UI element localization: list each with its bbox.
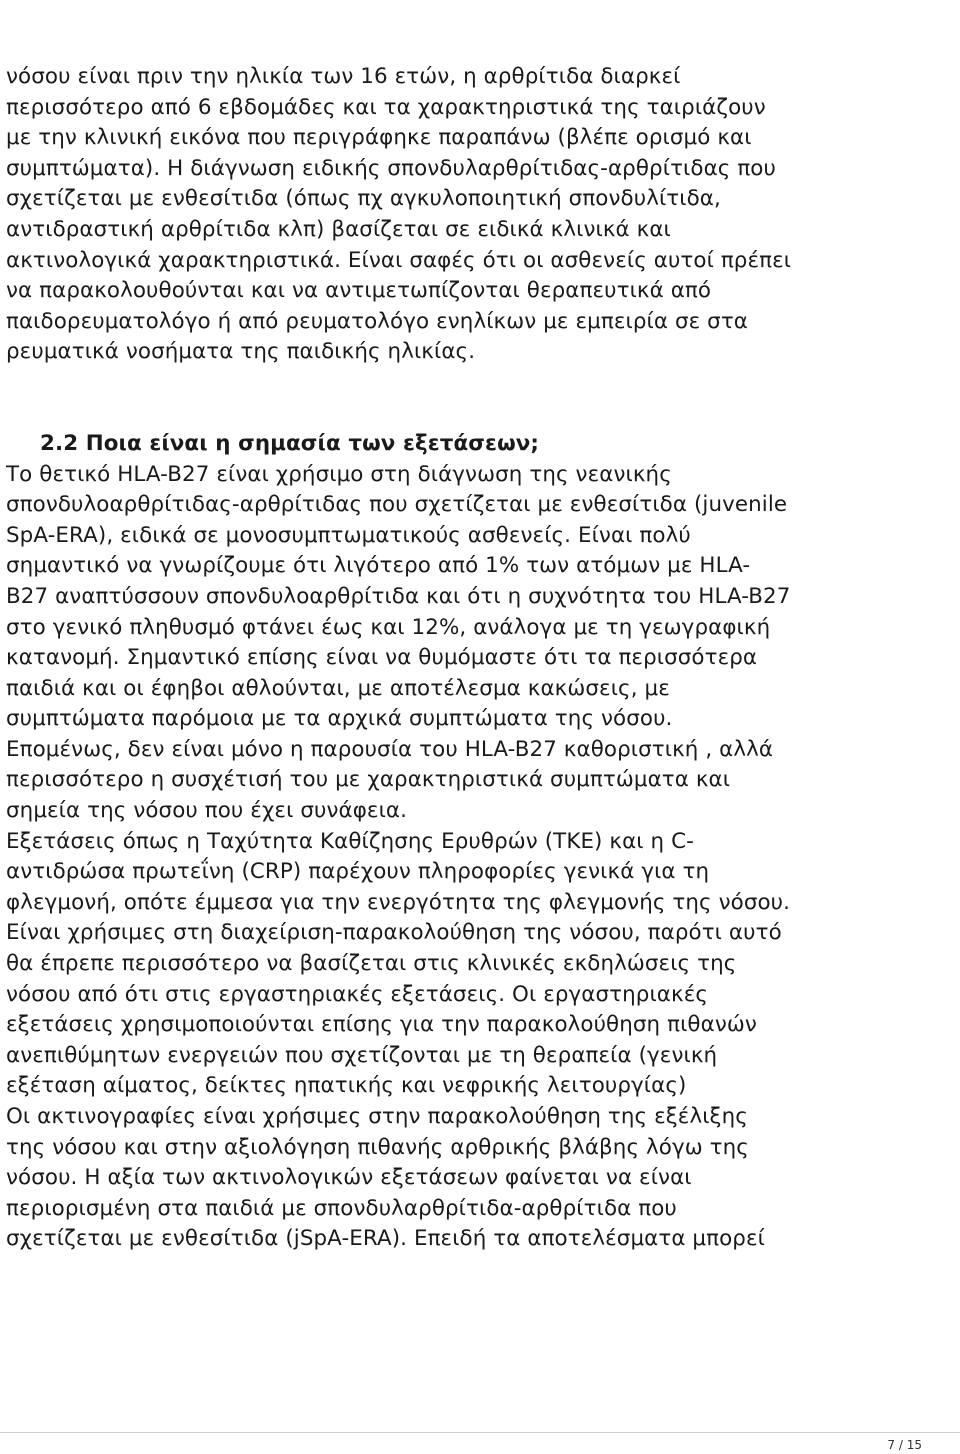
text-line: σχετίζεται με ενθεσίτιδα (όπως πχ αγκυλοποιητική σπονδυλίτιδα, bbox=[6, 186, 721, 212]
paragraph-lab-tests bbox=[6, 827, 954, 1102]
text-line: στο γενικό πληθυσμό φτάνει έως και 12%, ανάλογα με τη γεωγραφική bbox=[6, 614, 771, 640]
text-line: σημεία της νόσου που έχει συνάφεια. bbox=[6, 798, 408, 824]
text-line: να παρακολουθούνται και να αντιμετωπίζονται θεραπευτικά από bbox=[6, 278, 712, 304]
text-line: περισσότερο από 6 εβδομάδες και τα χαρακτηριστικά της ταιριάζουν bbox=[6, 94, 766, 120]
text-line: Οι ακτινογραφίες είναι χρήσιμες στην παρακολούθηση της εξέλιξης bbox=[6, 1104, 748, 1129]
text-line: εξέταση αίματος, δείκτες ηπατικής και νεφρικής λειτουργίας) bbox=[6, 1073, 687, 1099]
text-line: B27 αναπτύσσουν σπονδυλοαρθρίτιδα και ότι η συχνότητα του HLA-B27 bbox=[6, 583, 791, 609]
paragraph-x-rays bbox=[6, 1102, 954, 1255]
text-line: Το θετικό HLA-B27 είναι χρήσιμο στη διάγνωση της νεανικής bbox=[6, 461, 672, 487]
paragraph-hla-b27 bbox=[6, 460, 954, 735]
text-line: κατανομή. Σημαντικό επίσης είναι να θυμόμαστε ότι τα περισσότερα bbox=[6, 645, 758, 671]
text-line: φλεγμονή, οπότε έμμεσα για την ενεργότητα της φλεγμονής της νόσου. bbox=[6, 889, 791, 915]
text-line: της νόσου και στην αξιολόγηση πιθανής αρθρικής βλάβης λόγω της bbox=[6, 1134, 749, 1160]
text-line: νόσου είναι πριν την ηλικία των 16 ετών, η αρθρίτιδα διαρκεί bbox=[6, 64, 681, 89]
text-line: ανεπιθύμητων ενεργειών που σχετίζονται με τη θεραπεία (γενική bbox=[6, 1042, 718, 1068]
text-line: Εξετάσεις όπως η Ταχύτητα Καθίζησης Ερυθρών (ΤΚΕ) και η C- bbox=[6, 828, 694, 854]
text-line: εξετάσεις χρησιμοποιούνται επίσης για την παρακολούθηση πιθανών bbox=[6, 1012, 757, 1038]
text-line: σπονδυλοαρθρίτιδας-αρθρίτιδας που σχετίζεται με ενθεσίτιδα (juvenile bbox=[6, 492, 788, 518]
text-line: αντιδρώσα πρωτεΐνη (CRP) παρέχουν πληροφορίες γενικά για τη bbox=[6, 859, 710, 885]
section-heading: 2.2 Ποια είναι η σημασία των εξετάσεων; bbox=[40, 430, 540, 456]
footer-divider bbox=[0, 1432, 960, 1433]
paragraph-therefore bbox=[6, 735, 954, 827]
text-line: ακτινολογικά χαρακτηριστικά. Είναι σαφές ότι οι ασθενείς αυτοί πρέπει bbox=[6, 247, 792, 273]
text-line: Επομένως, δεν είναι μόνο η παρουσία του HLA-B27 καθοριστική , αλλά bbox=[6, 736, 774, 762]
text-line: περισσότερο η συσχέτισή του με χαρακτηριστικά συμπτώματα και bbox=[6, 767, 731, 793]
text-line: Είναι χρήσιμες στη διαχείριση-παρακολούθηση της νόσου, παρότι αυτό bbox=[6, 920, 782, 946]
text-line: νόσου. Η αξία των ακτινολογικών εξετάσεων φαίνεται να είναι bbox=[6, 1165, 692, 1191]
text-line: σχετίζεται με ενθεσίτιδα (jSpA-ERA). Επειδή τα αποτελέσματα μπορεί bbox=[6, 1226, 765, 1252]
text-line: σημαντικό να γνωρίζουμε ότι λιγότερο από 1% των ατόμων με HLA- bbox=[6, 553, 751, 579]
section-spacer bbox=[6, 368, 954, 429]
text-line: με την κλινική εικόνα που περιγράφηκε παραπάνω (βλέπε ορισμό και bbox=[6, 125, 752, 151]
document-body bbox=[6, 62, 954, 1255]
text-line: SpA-ERA), ειδικά σε μονοσυμπτωματικούς ασθενείς. Είναι πολύ bbox=[6, 522, 691, 548]
text-line: συμπτώματα παρόμοια με τα αρχικά συμπτώματα της νόσου. bbox=[6, 706, 673, 732]
text-line: παιδιά και οι έφηβοι αθλούνται, με αποτέλεσμα κακώσεις, με bbox=[6, 675, 670, 701]
text-line: περιορισμένη στα παιδιά με σπονδυλαρθρίτιδα-αρθρίτιδα που bbox=[6, 1195, 677, 1221]
text-line: ρευματικά νοσήματα της παιδικής ηλικίας. bbox=[6, 339, 476, 365]
text-line: αντιδραστική αρθρίτιδα κλπ) βασίζεται σε ειδικά κλινικά και bbox=[6, 216, 671, 242]
text-line: συμπτώματα). Η διάγνωση ειδικής σπονδυλαρθρίτιδας-αρθρίτιδας που bbox=[6, 155, 776, 181]
text-line: νόσου από ότι στις εργαστηριακές εξετάσεις. Οι εργαστηριακές bbox=[6, 981, 709, 1007]
paragraph-diagnosis-continued bbox=[6, 62, 954, 368]
text-line: παιδορευματολόγο ή από ρευματολόγο ενηλίκων με εμπειρία σε στα bbox=[6, 308, 749, 334]
text-line: θα έπρεπε περισσότερο να βασίζεται στις κλινικές εκδηλώσεις της bbox=[6, 951, 737, 977]
page-number: 7 / 15 bbox=[887, 1438, 922, 1452]
